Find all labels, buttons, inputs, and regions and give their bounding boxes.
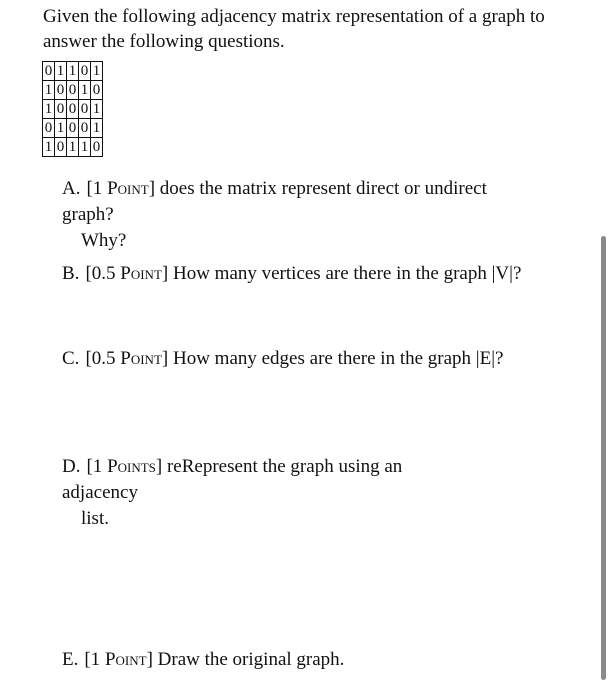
- question-d-close: ]: [155, 456, 163, 477]
- question-c-label: C.: [62, 348, 80, 369]
- matrix-cell: 0: [43, 62, 55, 81]
- matrix-cell: 1: [91, 100, 103, 119]
- question-d: [62, 454, 482, 532]
- question-a-points: Point: [107, 178, 149, 199]
- matrix-row: [43, 119, 103, 138]
- matrix-cell: 0: [43, 119, 55, 138]
- question-b-text: How many vertices are there in the graph |V|?: [168, 263, 522, 284]
- matrix-cell: 1: [79, 81, 91, 100]
- adjacency-matrix: [42, 61, 103, 157]
- question-c-points: Point: [120, 348, 162, 369]
- question-b-points: Point: [120, 263, 162, 284]
- question-e: [62, 647, 344, 673]
- intro-text: [43, 4, 563, 54]
- question-c-text: How many edges are there in the graph |E|?: [168, 348, 504, 369]
- question-b-label: B.: [62, 263, 80, 284]
- matrix-cell: 1: [67, 62, 79, 81]
- matrix-cell: 0: [79, 100, 91, 119]
- question-e-text: Draw the original graph.: [152, 649, 345, 670]
- question-a-continuation: Why?: [81, 230, 127, 251]
- matrix-cell: 0: [79, 62, 91, 81]
- question-a-label: A.: [62, 178, 81, 199]
- matrix-cell: 0: [67, 81, 79, 100]
- question-e-close: ]: [146, 649, 153, 670]
- question-b-close: ]: [161, 263, 169, 284]
- matrix-cell: 0: [55, 100, 67, 119]
- matrix-cell: 1: [43, 81, 55, 100]
- matrix-cell: 0: [55, 81, 67, 100]
- question-e-open: [1: [84, 649, 105, 670]
- matrix-cell: 1: [55, 119, 67, 138]
- question-a-close: ]: [148, 178, 156, 199]
- question-c: [62, 346, 503, 372]
- question-d-points: Points: [107, 456, 156, 477]
- question-a: [62, 176, 542, 254]
- matrix-cell: 0: [79, 119, 91, 138]
- question-d-label: D.: [62, 456, 81, 477]
- question-b: [62, 261, 521, 287]
- matrix-cell: 0: [91, 138, 103, 157]
- question-d-text: reRepresent the graph using an adjacency: [62, 456, 403, 503]
- matrix-cell: 0: [67, 119, 79, 138]
- matrix-cell: 1: [67, 138, 79, 157]
- matrix-row: [43, 81, 103, 100]
- question-d-continuation: list.: [81, 508, 109, 529]
- matrix-cell: 0: [67, 100, 79, 119]
- matrix-cell: 0: [91, 81, 103, 100]
- question-e-label: E.: [62, 649, 79, 670]
- matrix-row: [43, 138, 103, 157]
- matrix-cell: 1: [43, 138, 55, 157]
- question-c-open: [0.5: [85, 348, 121, 369]
- question-e-points: Point: [104, 649, 147, 670]
- question-b-open: [0.5: [85, 263, 121, 284]
- question-a-open: [1: [86, 178, 108, 199]
- matrix-row: [43, 100, 103, 119]
- matrix-cell: 1: [91, 119, 103, 138]
- scrollbar[interactable]: [601, 236, 606, 680]
- matrix-cell: 0: [55, 138, 67, 157]
- matrix-cell: 1: [55, 62, 67, 81]
- question-d-open: [1: [86, 456, 108, 477]
- matrix-cell: 1: [79, 138, 91, 157]
- intro-line-1: Given the following adjacency matrix representation of a graph to: [43, 6, 545, 27]
- intro-line-2: answer the following questions.: [43, 31, 285, 52]
- matrix-row: [43, 62, 103, 81]
- question-c-close: ]: [161, 348, 169, 369]
- matrix-cell: 1: [91, 62, 103, 81]
- question-a-text: does the matrix represent direct or undirect graph?: [62, 178, 487, 225]
- matrix-cell: 1: [43, 100, 55, 119]
